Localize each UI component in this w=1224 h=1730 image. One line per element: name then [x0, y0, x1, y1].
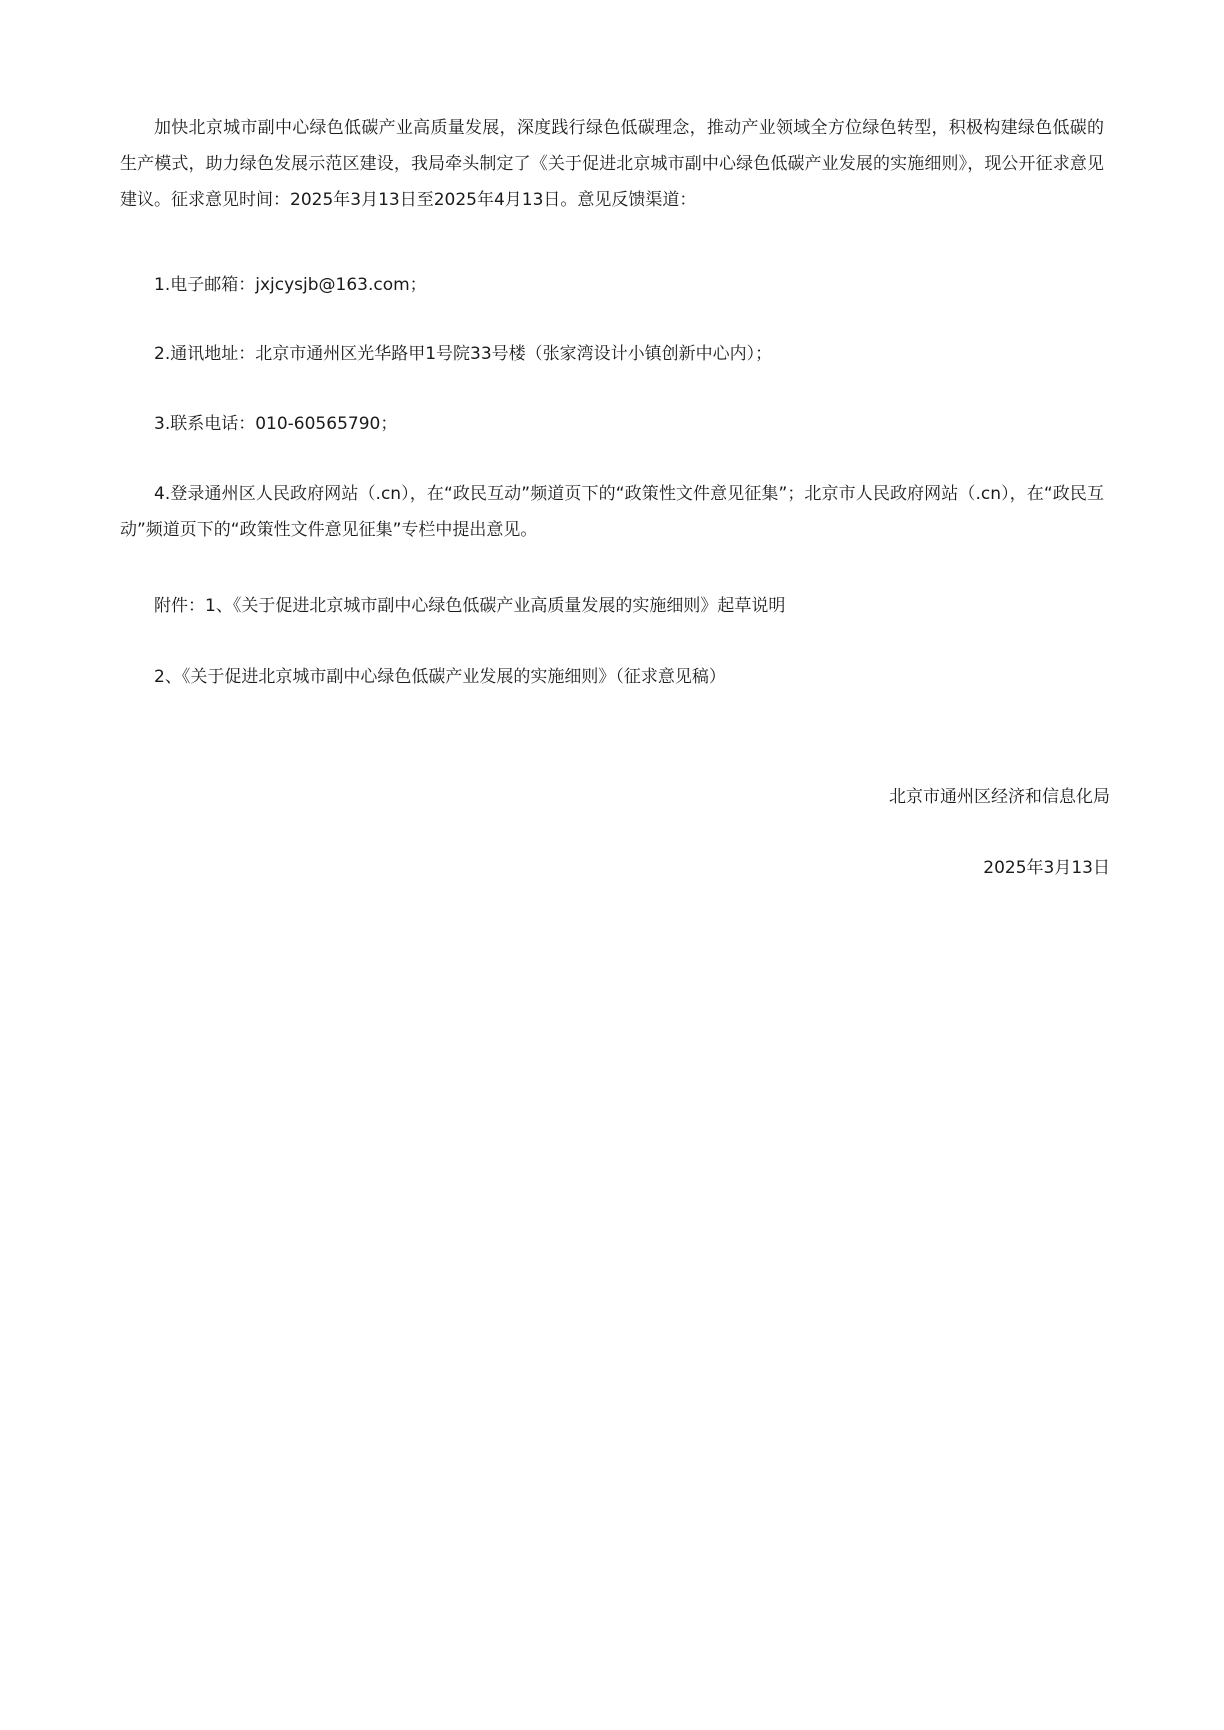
- attachment-2: 2、《关于促进北京城市副中心绿色低碳产业发展的实施细则》（征求意见稿）: [154, 667, 726, 687]
- signature-organization: 北京市通州区经济和信息化局: [889, 787, 1110, 807]
- attachment-1: 附件：1、《关于促进北京城市副中心绿色低碳产业高质量发展的实施细则》起草说明: [154, 596, 786, 616]
- intro-paragraph: 加快北京城市副中心绿色低碳产业高质量发展，深度践行绿色低碳理念，推动产业领域全方位绿色转型，积极构建绿色低碳的生产模式，助力绿色发展示范区建设，我局牵头制定了《关于促进北京城市副中心绿色低碳产业发展的实施细则》，现公开征求意见建议。征求意见时间：2025年3月13日至2025年4月13日。意见反馈渠道：: [120, 118, 1104, 210]
- channel-website: 4.登录通州区人民政府网站（.cn），在“政民互动”频道页下的“政策性文件意见征集”；北京市人民政府网站（.cn），在“政民互动”频道页下的“政策性文件意见征集”专栏中提出意见。: [120, 484, 1104, 540]
- channel-phone: 3.联系电话：010-60565790；: [154, 414, 398, 434]
- signature-date: 2025年3月13日: [983, 858, 1110, 878]
- channel-email: 1.电子邮箱：jxjcysjb@163.com；: [154, 275, 427, 295]
- channel-address: 2.通讯地址：北京市通州区光华路甲1号院33号楼（张家湾设计小镇创新中心内）；: [154, 344, 773, 364]
